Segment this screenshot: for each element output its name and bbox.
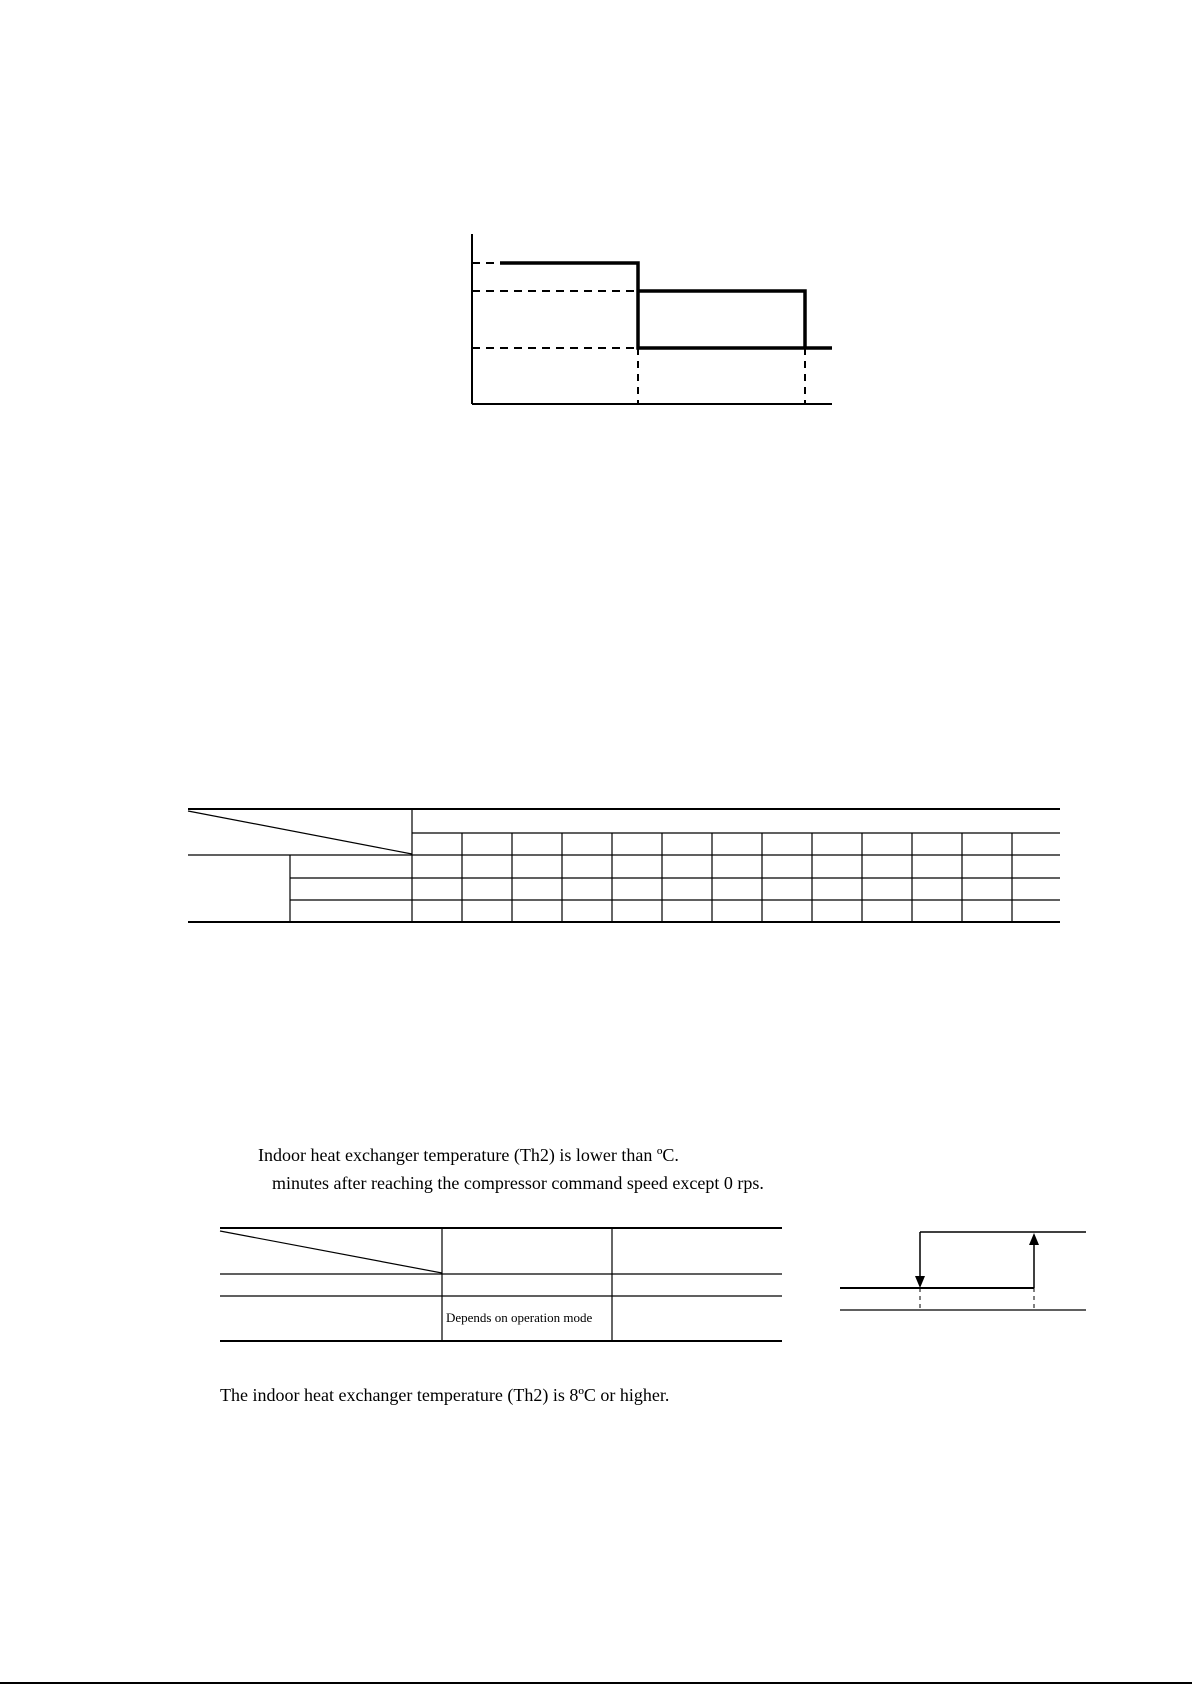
minutes-condition-text: minutes after reaching the compressor command speed except 0 rps. [272,1173,764,1193]
hysteresis-diagram [836,1226,1092,1316]
release-condition-text: The indoor heat exchanger temperature (Th2) is 8ºC or higher. [220,1385,670,1405]
speed-table-grid [186,806,1062,926]
mode-table-diagonal [220,1231,442,1273]
step-chart [460,228,840,408]
mode-table-grid [218,1225,784,1345]
header-diagonal [188,811,412,854]
step-line-lower [638,291,805,348]
mode-table-cell-depends: Depends on operation mode [446,1310,593,1325]
arrowhead-up-icon [1029,1233,1039,1245]
th2-condition-text: Indoor heat exchanger temperature (Th2) is lower than ºC. [258,1145,679,1165]
page-bottom-rule [0,1682,1192,1684]
step-line-upper [500,263,832,348]
arrowhead-down-icon [915,1276,925,1288]
